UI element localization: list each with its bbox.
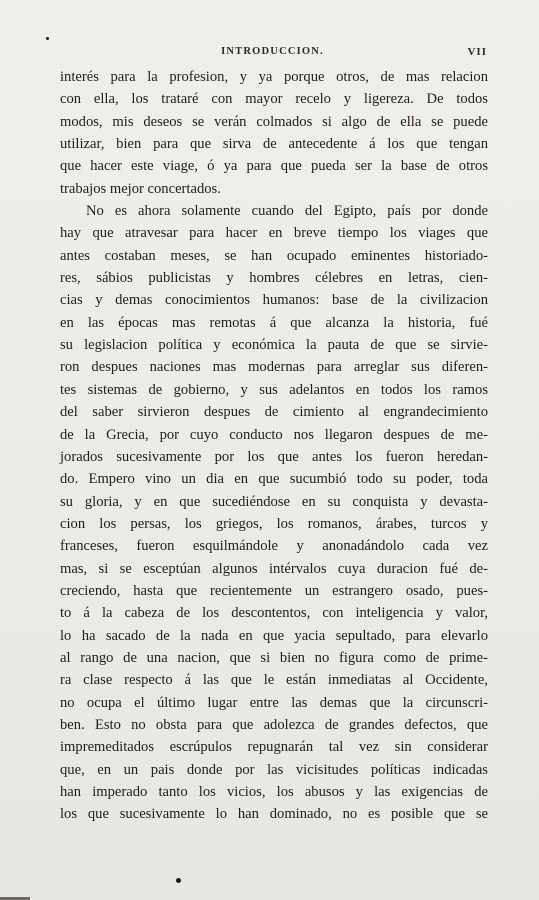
text-line: No es ahora solamente cuando del Egipto, país por donde	[86, 203, 488, 220]
text-line: su legislacion política y económica la pauta de que se sirvie-	[60, 337, 488, 354]
text-line: tes sistemas de gobierno, y sus adelantos en todos los ramos	[60, 381, 488, 398]
text-line: impremeditados escrúpulos repugnarán tal vez sin considerar	[60, 739, 488, 756]
text-line: que, en un pais donde por las vicisitudes políticas indicadas	[60, 761, 488, 778]
text-line: lo ha sacado de la nada en que yacia sepultado, para elevarlo	[60, 627, 488, 644]
text-line: do. Empero vino un dia en que sucumbió todo su poder, toda	[60, 471, 488, 488]
text-line: interés para la profesion, y ya porque otros, de mas relacion	[60, 69, 488, 85]
text-line: en las épocas mas remotas á que alcanza la historia, fué	[60, 314, 488, 331]
text-line: hay que atravesar para hacer en breve tiempo los viages que	[60, 225, 488, 242]
text-line: res, sábios publicistas y hombres célebres en letras, cien-	[60, 270, 488, 287]
text-line: ron despues naciones mas modernas para arreglar sus diferen-	[60, 359, 488, 376]
page-header	[58, 46, 487, 62]
text-line: han imperado tanto los vicios, los abusos y las exigencias de	[60, 784, 488, 800]
text-line: los que sucesivamente lo han dominado, no es posible que se	[60, 806, 488, 823]
text-line: creciendo, hasta que recientemente un estrangero osado, pues-	[60, 582, 488, 599]
text-line: jorados sucesivamente por los que antes los fueron heredan-	[60, 448, 488, 465]
text-line: to á la cabeza de los descontentos, con inteligencia y valor,	[60, 605, 488, 622]
text-line: que hacer este viage, ó ya para que pueda ser la base de otros	[60, 158, 488, 175]
running-head: INTRODUCCION.	[221, 46, 324, 57]
text-line: al rango de una nacion, que si bien no figura como de prime-	[60, 649, 488, 666]
body-text	[60, 66, 488, 826]
text-line: franceses, fueron esquilmándole y anonadándolo cada vez	[60, 538, 488, 555]
text-line: cion los persas, los griegos, los romanos, árabes, turcos y	[60, 515, 488, 532]
text-line: mas, si se esceptúan algunos intérvalos cuya duracion fué de-	[60, 560, 488, 577]
text-line: trabajos mejor concertados.	[60, 180, 221, 197]
text-line: no ocupa el último lugar entre las demas que la circunscri-	[60, 694, 488, 711]
text-line: modos, mis deseos se verán colmados si algo de ella se puede	[60, 113, 488, 130]
text-line: ra clase respecto á las que le están inmediatas al Occidente,	[60, 672, 488, 689]
ink-speck	[176, 878, 181, 883]
text-line: su gloria, y en que sucediéndose en su conquista y devasta-	[60, 493, 488, 510]
text-line: utilizar, bien para que sirva de antecedente á los que tengan	[60, 136, 488, 153]
text-line: de la Grecia, por cuyo conducto nos llegaron despues de me-	[60, 426, 488, 443]
text-line: antes costaban meses, se han ocupado eminentes historiado-	[60, 247, 488, 264]
text-line: ben. Esto no obsta para que adolezca de grandes defectos, que	[60, 716, 488, 733]
text-line: cias y demas conocimientos humanos: base de la civilizacion	[60, 292, 488, 309]
ink-speck	[46, 37, 49, 40]
text-line: con ella, los trataré con mayor recelo y ligereza. De todos	[60, 91, 488, 108]
page-number: VII	[467, 46, 487, 58]
text-line: del saber sirvieron despues de cimiento al engrandecimiento	[60, 404, 488, 421]
